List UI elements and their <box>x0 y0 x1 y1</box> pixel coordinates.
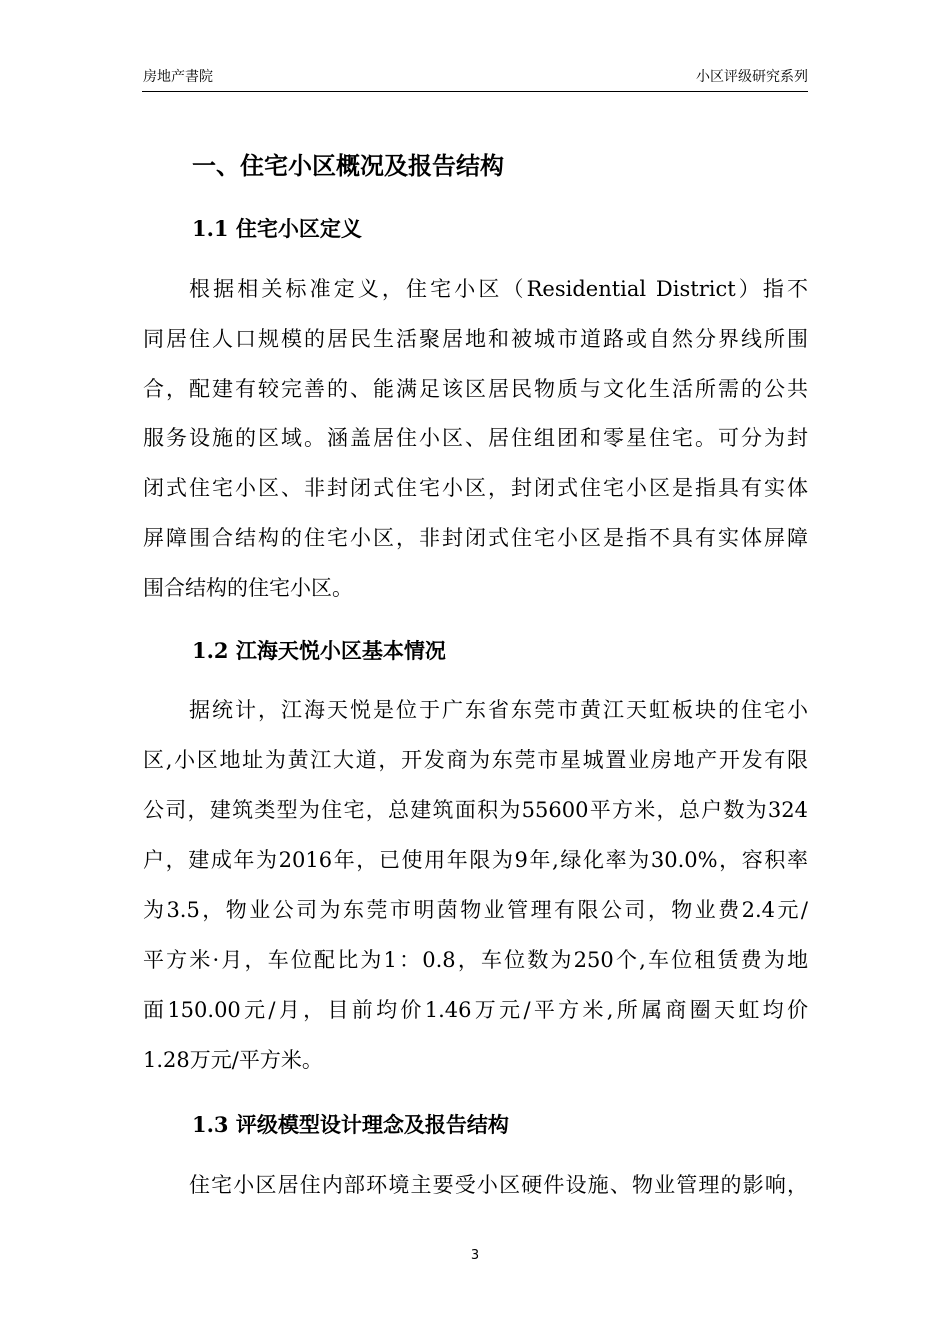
paragraph-line: 根据相关标准定义，住宅小区（Residential District）指不 <box>189 277 808 301</box>
paragraph-line: 屏障围合结构的住宅小区，非封闭式住宅小区是指不具有实体屏障 <box>143 526 808 550</box>
paragraph-line: 平方米·月，车位配比为1：0.8，车位数为250个,车位租赁费为地 <box>143 948 808 972</box>
paragraph-line: 据统计，江海天悦是位于广东省东莞市黄江天虹板块的住宅小 <box>189 698 808 722</box>
paragraph-line: 区,小区地址为黄江大道，开发商为东莞市星城置业房地产开发有限 <box>143 748 808 772</box>
paragraph-line: 服务设施的区域。涵盖居住小区、居住组团和零星住宅。可分为封 <box>143 426 808 450</box>
header-divider <box>142 91 808 92</box>
paragraph-line: 闭式住宅小区、非封闭式住宅小区，封闭式住宅小区是指具有实体 <box>143 476 808 500</box>
header-left: 房地产書院 <box>143 69 213 85</box>
paragraph-line: 1.28万元/平方米。 <box>143 1048 323 1072</box>
paragraph-line: 住宅小区居住内部环境主要受小区硬件设施、物业管理的影响， <box>189 1173 808 1197</box>
section-heading: 1.1 住宅小区定义 <box>192 216 362 241</box>
paragraph-line: 围合结构的住宅小区。 <box>143 576 353 600</box>
page-number: 3 <box>470 1248 480 1263</box>
header-right: 小区评级研究系列 <box>696 69 808 85</box>
paragraph-line: 为3.5，物业公司为东莞市明茵物业管理有限公司，物业费2.4元/ <box>143 898 808 922</box>
paragraph-line: 户，建成年为2016年，已使用年限为9年,绿化率为30.0%，容积率 <box>143 848 808 872</box>
paragraph-line: 公司，建筑类型为住宅，总建筑面积为55600平方米，总户数为324 <box>143 798 808 822</box>
section-heading: 1.2 江海天悦小区基本情况 <box>192 638 446 663</box>
chapter-title: 一、住宅小区概况及报告结构 <box>192 151 504 180</box>
paragraph-line: 同居住人口规模的居民生活聚居地和被城市道路或自然分界线所围 <box>143 327 808 351</box>
paragraph-line: 合，配建有较完善的、能满足该区居民物质与文化生活所需的公共 <box>143 377 808 401</box>
section-heading: 1.3 评级模型设计理念及报告结构 <box>192 1112 509 1137</box>
paragraph-line: 面150.00元/月，目前均价1.46万元/平方米,所属商圈天虹均价 <box>143 998 808 1022</box>
